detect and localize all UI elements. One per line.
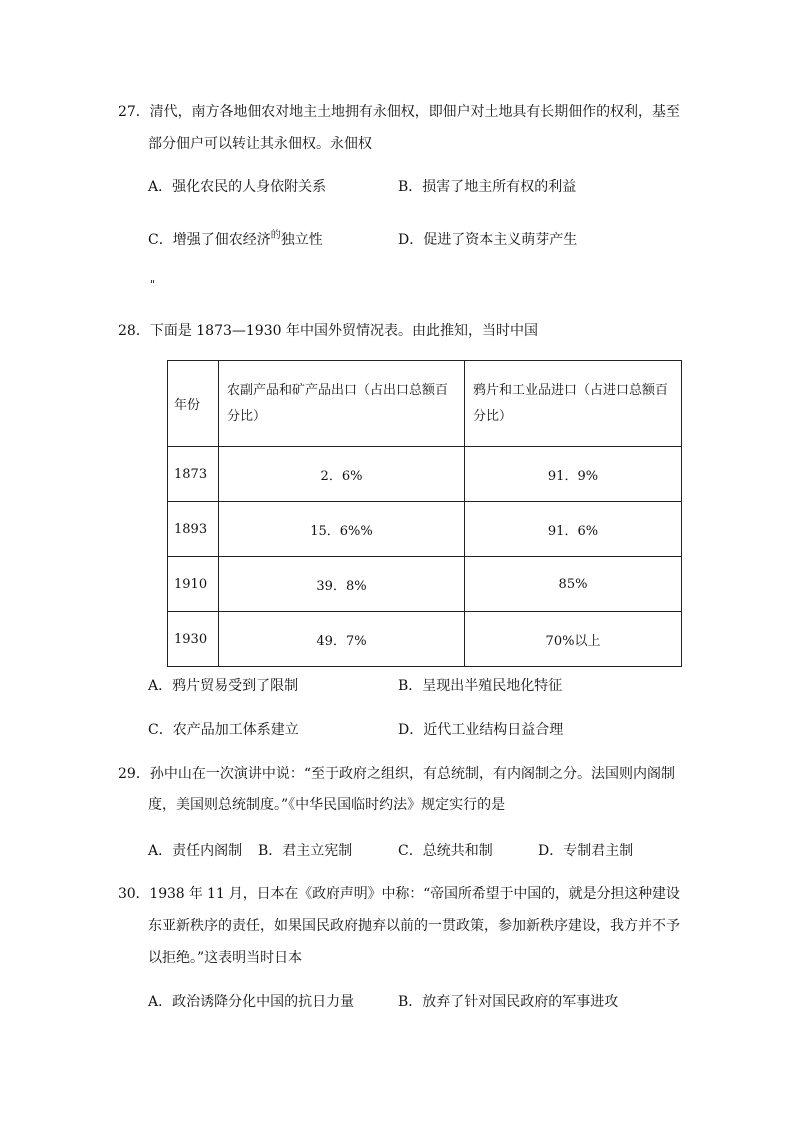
header-year: 年份 (168, 361, 219, 447)
cell-year: 1893 (168, 502, 219, 557)
cell-import: 91．9% (465, 447, 682, 502)
stray-mark: " (150, 278, 156, 291)
header-export: 农副产品和矿产品出口（占出口总额百分比） (219, 361, 465, 447)
q27-option-c (148, 230, 323, 252)
cell-export: 2．6% (219, 447, 465, 502)
q28-option-d: D．近代工业结构日益合理 (398, 722, 564, 738)
q27-option-b: B．损害了地主所有权的利益 (398, 179, 577, 195)
q30-stem-line1: 30．1938 年 11 月，日本在《政府声明》中称：“帝国所希望于中国的，就是分担这种建设 (118, 886, 680, 902)
q30-option-a: A．政治诱降分化中国的抗日力量 (148, 994, 355, 1010)
q29-option-a: A．责任内阁制 (148, 843, 243, 859)
q29-option-d: D．专制君主制 (538, 843, 634, 859)
cell-year: 1930 (168, 612, 219, 667)
q28-option-a: A．鸦片贸易受到了限制 (148, 678, 299, 694)
cell-export: 15．6%% (219, 502, 465, 557)
trade-table (167, 360, 682, 667)
q28-option-b: B．呈现出半殖民地化特征 (398, 678, 563, 694)
table-row (168, 502, 682, 557)
q29-stem-line2: 度，美国则总统制度。”《中华民国临时约法》规定实行的是 (148, 797, 506, 813)
q30-stem-line3: 以拒绝。”这表明当时日本 (148, 950, 303, 966)
cell-export: 39．8% (219, 557, 465, 612)
q27-option-a: A．强化农民的人身依附关系 (148, 179, 327, 195)
table-header-row (168, 361, 682, 447)
q30-option-b: B．放弃了针对国民政府的军事进攻 (398, 994, 619, 1010)
q27-stem-line2: 部分佃户可以转让其永佃权。永佃权 (148, 136, 372, 152)
table-row (168, 557, 682, 612)
q27-option-d: D．促进了资本主义萌芽产生 (398, 232, 578, 248)
table-row (168, 447, 682, 502)
cell-import: 91．6% (465, 502, 682, 557)
q27-stem-line1: 27．清代，南方各地佃农对地主土地拥有永佃权，即佃户对土地具有长期佃作的权利，基至 (118, 104, 680, 120)
q30-stem-line2: 东亚新秩序的责任，如果国民政府抛弃以前的一贯政策，参加新秩序建设，我方并不予 (148, 918, 680, 934)
cell-import: 70%以上 (465, 612, 682, 667)
cell-year: 1873 (168, 447, 219, 502)
q27-option-c-pre: C．增强了佃农经济 (148, 232, 271, 248)
q27-option-c-sup: 的 (270, 230, 281, 241)
header-import: 鸦片和工业品进口（占进口总额百分比） (465, 361, 682, 447)
cell-year: 1910 (168, 557, 219, 612)
q29-option-c: C．总统共和制 (398, 843, 493, 859)
q29-option-b: B．君主立宪制 (258, 843, 353, 859)
cell-export: 49．7% (219, 612, 465, 667)
q27-option-c-post: 独立性 (280, 232, 323, 248)
table-row (168, 612, 682, 667)
q29-stem-line1: 29．孙中山在一次演讲中说：“至于政府之组织，有总统制，有内阁制之分。法国则内阁制 (118, 766, 675, 782)
q28-stem: 28．下面是 1873—1930 年中国外贸情况表。由此推知，当时中国 (118, 323, 538, 339)
q28-option-c: C．农产品加工体系建立 (148, 722, 299, 738)
cell-import: 85% (465, 557, 682, 612)
